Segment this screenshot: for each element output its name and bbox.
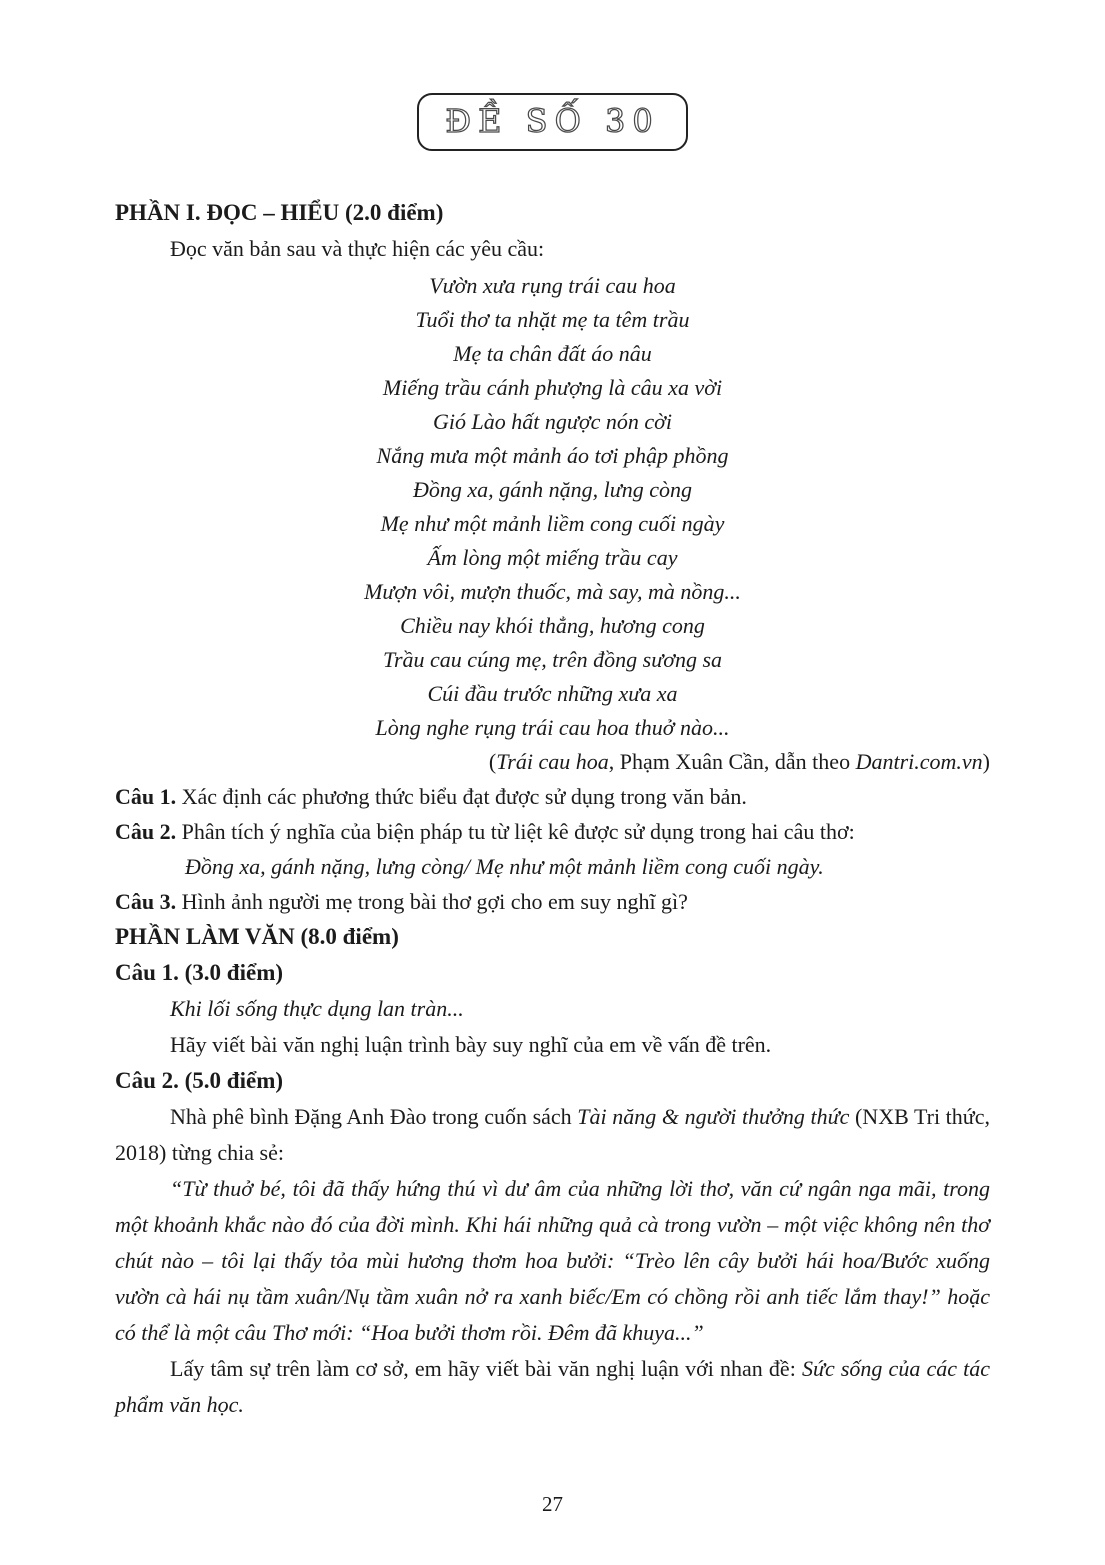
part2-q2-quote-paragraph: “Từ thuở bé, tôi đã thấy hứng thú vì dư âm của những lời thơ, văn cứ ngân nga mãi, trong một khoảnh khắc nào đó của đời mình. Khi hái những quả cà trong vườn – một việc không nên thơ chút nào – tôi lại thấy tỏa mùi hương thơm hoa bưởi: “Trèo lên cây bưởi hái hoa/Bước xuống vườn cà hái nụ tầm xuân/Nụ tầm xuân nở ra xanh biếc/Em có chồng rồi anh tiếc lắm thay!” hoặc có thể là một câu Thơ mới: “Hoa bưởi thơm rồi. Đêm đã khuya...” xyxy=(115,1176,990,1345)
question-2-text: Phân tích ý nghĩa của biện pháp tu từ liệt kê được sử dụng trong hai câu thơ: xyxy=(176,819,855,844)
part2-q1-label: Câu 1. (3.0 điểm) xyxy=(115,960,284,985)
part1-intro: Đọc văn bản sau và thực hiện các yêu cầu: xyxy=(170,236,545,261)
poem-line: Cúi đầu trước những xưa xa xyxy=(427,681,678,706)
poem-line: Trầu cau cúng mẹ, trên đồng sương sa xyxy=(382,647,723,672)
poem-line: Mẹ như một mảnh liềm cong cuối ngày xyxy=(380,511,725,536)
intro-run-1: Nhà phê bình Đặng Anh Đào trong cuốn sách xyxy=(170,1104,578,1129)
question-2-label: Câu 2. xyxy=(115,819,177,844)
intro-book-title: Tài năng & người thưởng thức xyxy=(577,1104,850,1129)
poem-line: Lòng nghe rụng trái cau hoa thuở nào... xyxy=(375,715,730,740)
attribution-middle: , Phạm Xuân Cần, dẫn theo xyxy=(608,749,856,774)
attribution-open: ( xyxy=(488,749,497,774)
question-1 xyxy=(115,779,990,814)
question-3-label: Câu 3. xyxy=(115,889,177,914)
question-1-label: Câu 1. xyxy=(115,784,177,809)
exam-number-box-wrap xyxy=(115,0,990,151)
task-run-1: Lấy tâm sự trên làm cơ sở, em hãy viết bài văn nghị luận với nhan đề: xyxy=(170,1356,802,1381)
poem-line: Ấm lòng một miếng trầu cay xyxy=(427,545,678,570)
question-1-text: Xác định các phương thức biểu đạt được sử dụng trong văn bản. xyxy=(176,784,747,809)
poem-attribution xyxy=(115,745,990,779)
attribution-title: Trái cau hoa xyxy=(496,749,609,774)
exam-number-box xyxy=(417,93,687,151)
page-number: 27 xyxy=(542,1492,563,1516)
part2-heading: PHẦN LÀM VĂN (8.0 điểm) xyxy=(115,924,399,949)
part2-q2-task xyxy=(115,1351,990,1423)
poem-line: Vườn xưa rụng trái cau hoa xyxy=(429,273,676,298)
question-3-text: Hình ảnh người mẹ trong bài thơ gợi cho em suy nghĩ gì? xyxy=(176,889,688,914)
part2-q1-task: Hãy viết bài văn nghị luận trình bày suy nghĩ của em về vấn đề trên. xyxy=(170,1032,772,1057)
poem-line: Đồng xa, gánh nặng, lưng còng xyxy=(412,477,693,502)
part2-q2-intro xyxy=(115,1099,990,1171)
poem-line: Tuổi thơ ta nhặt mẹ ta têm trầu xyxy=(415,307,690,332)
poem-line: Miếng trầu cánh phượng là câu xa vời xyxy=(382,375,723,400)
part2-q2-label: Câu 2. (5.0 điểm) xyxy=(115,1068,284,1093)
question-3 xyxy=(115,884,990,919)
part2-q1-quote: Khi lối sống thực dụng lan tràn... xyxy=(170,996,464,1021)
task-essay-title: Sức sống của các tác phẩm văn học. xyxy=(115,1356,990,1417)
poem xyxy=(115,269,990,745)
question-2-quote: Đồng xa, gánh nặng, lưng còng/ Mẹ như một mảnh liềm cong cuối ngày. xyxy=(185,854,824,879)
poem-line: Mẹ ta chân đất áo nâu xyxy=(453,341,652,366)
poem-line: Gió Lào hất ngược nón cời xyxy=(433,409,672,434)
poem-line: Mượn vôi, mượn thuốc, mà say, mà nồng... xyxy=(364,579,741,604)
intro-run-3: (NXB Tri thức, 2018) từng chia sẻ: xyxy=(115,1104,990,1165)
exam-number-label: ĐỀ SỐ 30 xyxy=(445,102,660,140)
attribution-close: ) xyxy=(982,749,990,774)
poem-line: Chiều nay khói thẳng, hương cong xyxy=(400,613,705,638)
question-2 xyxy=(115,814,990,849)
part1-heading: PHẦN I. ĐỌC – HIỂU (2.0 điểm) xyxy=(115,200,444,225)
attribution-site: Dantri.com.vn xyxy=(855,749,983,774)
poem-line: Nắng mưa một mảnh áo tơi phập phồng xyxy=(376,443,729,468)
